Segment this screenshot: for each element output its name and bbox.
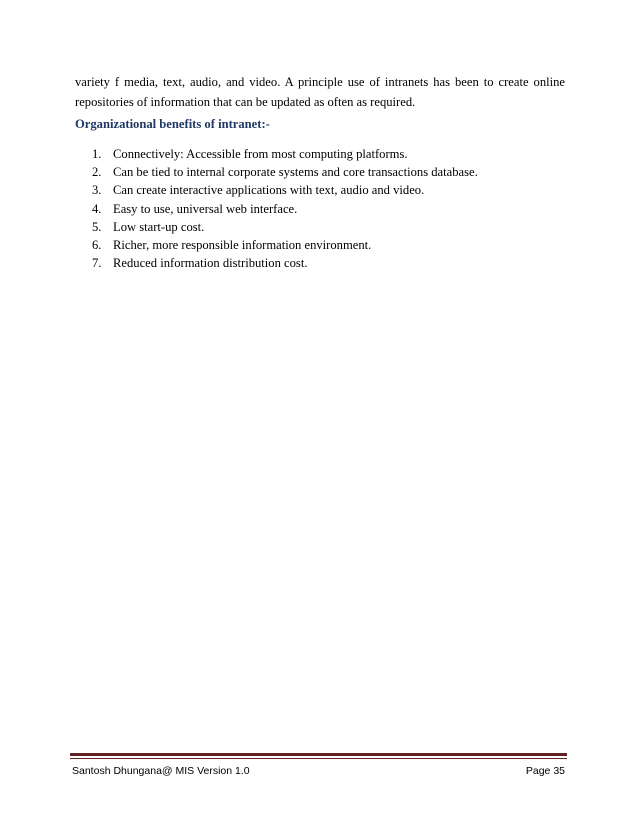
list-item-text: Connectively: Accessible from most computing platforms.: [113, 147, 408, 161]
page-number: Page 35: [525, 765, 565, 777]
list-item-number: 6.: [92, 237, 102, 252]
footer-author: Santosh Dhungana@ MIS Version 1.0: [72, 765, 250, 777]
list-item: [92, 218, 478, 236]
list-item-number: 7.: [92, 256, 102, 271]
list-item-text: Can be tied to internal corporate systems and core transactions database.: [113, 165, 478, 180]
list-item-text: Can create interactive applications with text, audio and video.: [113, 183, 425, 198]
intro-paragraph-line-2: repositories of information that can be updated as often as required.: [75, 95, 416, 109]
list-item-text: Easy to use, universal web interface.: [113, 201, 298, 216]
list-item-number: 4.: [92, 201, 102, 216]
list-item: [92, 163, 478, 181]
list-item: [92, 254, 478, 272]
footer-divider-thin: [70, 758, 567, 759]
list-item-number: 2.: [92, 165, 102, 180]
list-item-text: Reduced information distribution cost.: [113, 256, 308, 271]
intro-paragraph: [75, 72, 565, 112]
benefits-list: [92, 145, 478, 272]
list-item-text: Low start-up cost.: [113, 219, 205, 234]
list-item: [92, 200, 478, 218]
list-item-number: 3.: [92, 183, 102, 198]
footer-divider-thick: [70, 753, 567, 756]
list-item-number: 1.: [92, 147, 102, 161]
list-item: [92, 181, 478, 199]
list-item: [92, 145, 478, 163]
section-heading: Organizational benefits of intranet:-: [75, 117, 270, 131]
list-item-text: Richer, more responsible information environment.: [113, 237, 372, 252]
list-item: [92, 236, 478, 254]
list-item-number: 5.: [92, 219, 102, 234]
intro-paragraph-line-1: variety f media, text, audio, and video. A principle use of intranets has been to create online: [75, 75, 565, 89]
